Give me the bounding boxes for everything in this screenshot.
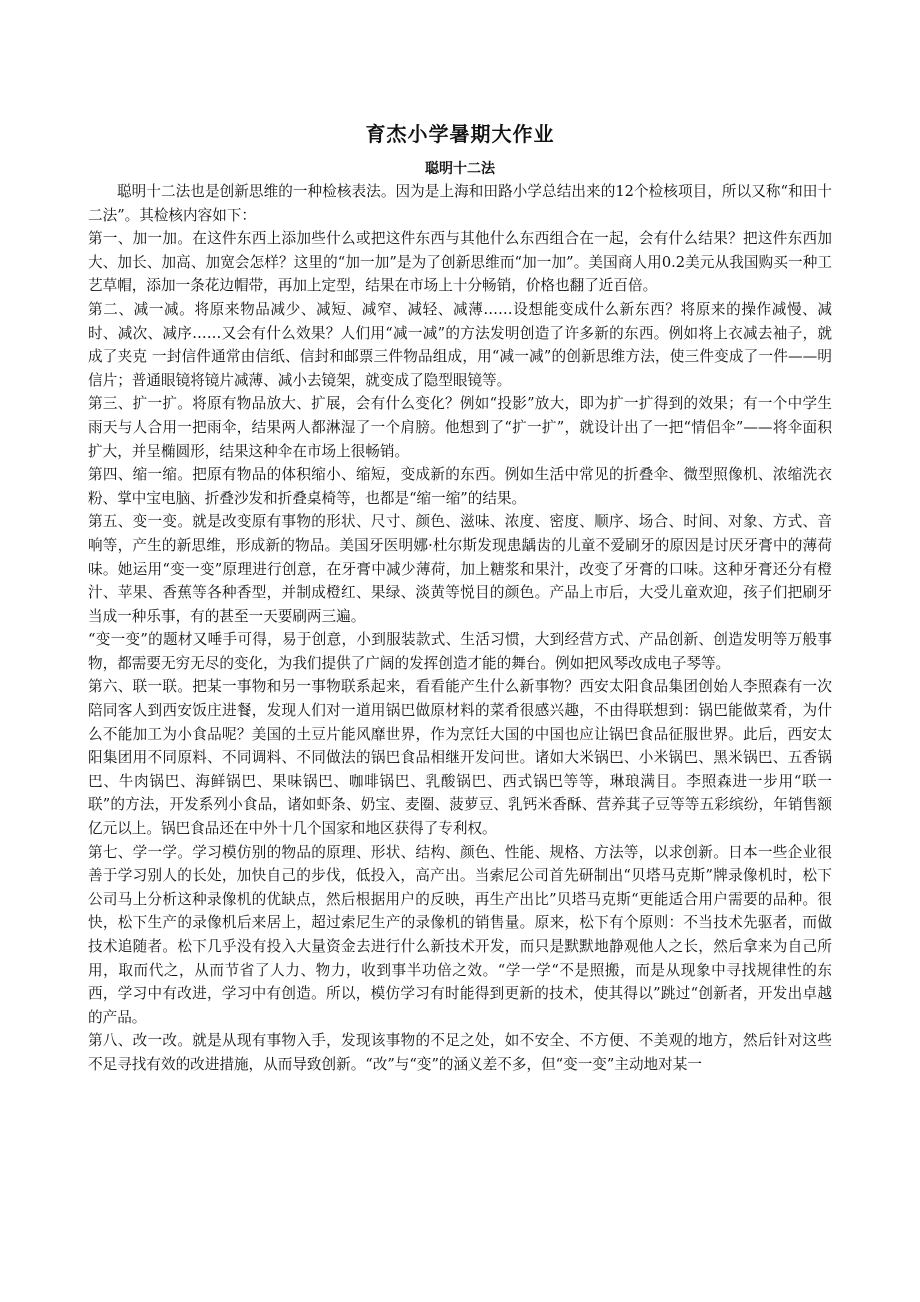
body-paragraph: 第八、改一改。就是从现有事物入手，发现该事物的不足之处，如不安全、不方便、不美观的地方，然后针对这些不足寻找有效的改进措施，从而导致创新。“改”与“变”的涵义差不多，但“变一变”主动地对某一 [88,1032,832,1073]
body-paragraph: “变一变”的题材又唾手可得，易于创意，小到服装款式、生活习惯，大到经营方式、产品创新、创造发明等万般事物，都需要无穷无尽的变化，为我们提供了广阔的发挥创造才能的舞台。例如把风琴改成电子琴等。 [88,631,832,672]
document-page [88,118,832,1077]
body-paragraph: 第五、变一变。就是改变原有事物的形状、尺寸、颜色、滋味、浓度、密度、顺序、场合、时间、对象、方式、音响等，产生的新思维，形成新的物品。美国牙医明娜·杜尔斯发现患龋齿的儿童不爱刷牙的原因是讨厌牙膏中的薄荷味。她运用“变一变”原理进行创意，在牙膏中减少薄荷，加上糖浆和果汁，改变了牙膏的口味。这种牙膏还分有橙汁、苹果、香蕉等各种香型，并制成橙红、果绿、淡黄等悦目的颜色。产品上市后，大受儿童欢迎，孩子们把刷牙当成一种乐事，有的甚至一天要刷两三遍。 [88,513,832,625]
body-paragraph: 第四、缩一缩。把原有物品的体积缩小、缩短，变成新的东西。例如生活中常见的折叠伞、微型照像机、浓缩洗衣粉、掌中宝电脑、折叠沙发和折叠桌椅等，也都是“缩一缩”的结果。 [88,466,832,507]
body-paragraph: 聪明十二法也是创新思维的一种检核表法。因为是上海和田路小学总结出来的12个检核项目，所以又称“和田十二法”。其检核内容如下： [88,183,832,224]
document-body [88,180,832,1077]
document-title: 育杰小学暑期大作业 [365,122,555,146]
document-subtitle: 聪明十二法 [425,161,495,177]
body-paragraph: 第二、减一减。将原来物品减少、减短、减窄、减轻、减薄……设想能变成什么新东西？将原来的操作减慢、减时、减次、减序……又会有什么效果？人们用“减一减”的方法发明创造了许多新的东西。例如将上衣减去袖子，就成了夹克 一封信件通常由信纸、信封和邮票三件物品组成，用“减一减”的创新思维方法，使三件变成了一件——明信片；普通眼镜将镜片减薄、减小去镜架，就变成了隐型眼镜等。 [88,300,832,389]
body-paragraph: 第三、扩一扩。将原有物品放大、扩展，会有什么变化？例如“投影”放大，即为扩一扩得到的效果；有一个中学生雨天与人合用一把雨伞，结果两人都淋湿了一个肩膀。他想到了“扩一扩”，就设计出了一把“情侣伞”——将伞面积扩大，并呈椭圆形，结果这种伞在市场上很畅销。 [88,395,832,460]
body-paragraph: 第七、学一学。学习模仿别的物品的原理、形状、结构、颜色、性能、规格、方法等，以求创新。日本一些企业很善于学习别人的长处，加快自己的步伐，低投入，高产出。当索尼公司首先研制出“贝塔马克斯”牌录像机时，松下公司马上分析这种录像机的优缺点，然后根据用户的反映，再生产出比”贝塔马克斯“更能适合用户需要的品种。很快，松下生产的录像机后来居上，超过索尼生产的录像机的销售量。原来，松下有个原则：不当技术先驱者，而做技术追随者。松下几乎没有投入大量资金去进行什么新技术开发，而只是默默地静观他人之长，然后拿来为自己所用，取而代之，从而节省了人力、物力，收到事半功倍之效。“学一学“不是照搬，而是从现象中寻找规律性的东西，学习中有改进，学习中有创造。所以，模仿学习有时能得到更新的技术，使其得以”跳过“创新者，开发出卓越的产品。 [88,843,832,1026]
body-paragraph: 第一、加一加。在这件东西上添加些什么或把这件东西与其他什么东西组合在一起，会有什么结果？把这件东西加大、加长、加高、加宽会怎样？这里的“加一加”是为了创新思维而“加一加”。美国商人用0.2美元从我国购买一种工艺草帽，添加一条花边帽带，再加上定型，结果在市场上十分畅销，价格也翻了近百倍。 [88,230,832,295]
body-paragraph: 第六、联一联。把某一事物和另一事物联系起来，看看能产生什么新事物？西安太阳食品集团创始人李照森有一次陪同客人到西安饭庄进餐，发现人们对一道用锅巴做原材料的菜肴很感兴趣，不由得联想到：锅巴能做菜肴，为什么不能加工为小食品呢？美国的土豆片能风靡世界，作为烹饪大国的中国也应让锅巴食品征服世界。此后，西安太阳集团用不同原料、不同调料、不同做法的锅巴食品相继开发问世。诸如大米锅巴、小米锅巴、黑米锅巴、五香锅巴、牛肉锅巴、海鲜锅巴、果味锅巴、咖啡锅巴、乳酸锅巴、西式锅巴等等，琳琅满目。李照森进一步用“联一联”的方法，开发系列小食品，诸如虾条、奶宝、麦圈、菠萝豆、乳钙米香酥、营养萁子豆等等五彩缤纷，年销售额亿元以上。锅巴食品还在中外十几个国家和地区获得了专利权。 [88,678,832,838]
